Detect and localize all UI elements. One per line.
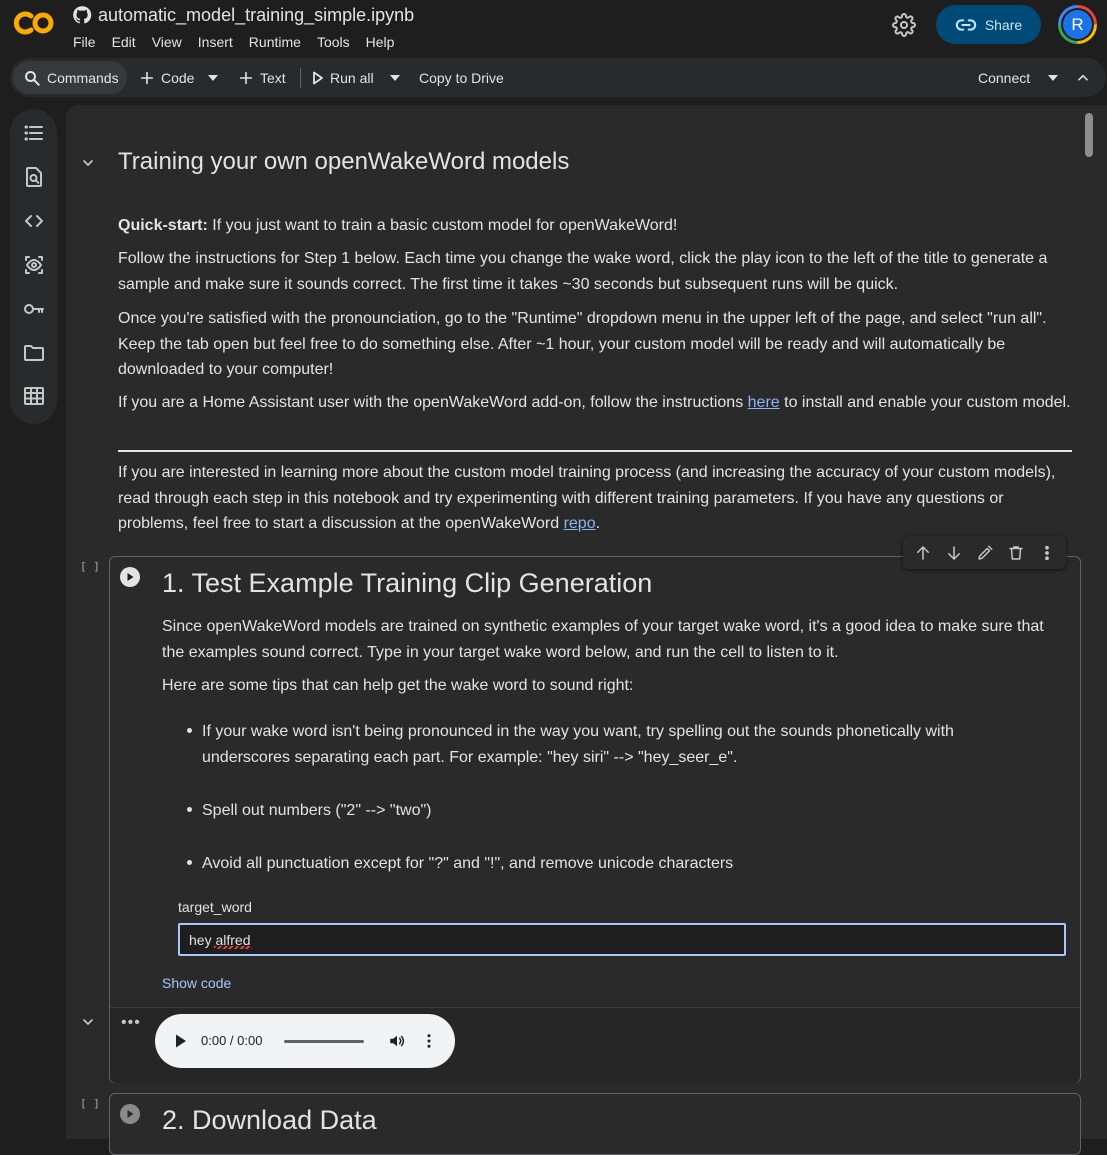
more-vertical-icon: [1038, 544, 1056, 562]
github-icon: [72, 5, 92, 25]
bullet-item-phonetic: If your wake word isn't being pronounced in the way you want, try spelling out the sounds phonetically with underscores separating each part. For example: "hey siri" --> "hey_seer_e".: [202, 723, 954, 766]
link-icon: [955, 14, 977, 36]
arrow-up-icon: [914, 544, 932, 562]
run-cell-button[interactable]: [120, 567, 140, 587]
colab-logo[interactable]: [14, 9, 56, 37]
cell-toolbar: [903, 536, 1066, 569]
cell2-exec-count: [ ]: [80, 1097, 100, 1110]
data-table-icon[interactable]: [22, 384, 46, 408]
notebook-title[interactable]: automatic_model_training_simple.ipynb: [98, 4, 415, 25]
play-icon: [125, 572, 135, 582]
variable-inspector-icon[interactable]: [22, 253, 46, 277]
table-of-contents-icon[interactable]: [22, 121, 46, 145]
collapse-header-button[interactable]: [1076, 58, 1090, 97]
add-text-label: Text: [260, 69, 286, 86]
audio-play-button[interactable]: [174, 1033, 188, 1049]
step2-title: 2. Download Data: [162, 1105, 377, 1135]
menu-file[interactable]: File: [73, 34, 96, 50]
toolbar-divider: [300, 68, 301, 88]
title-row: [72, 4, 414, 26]
repo-link[interactable]: repo: [563, 515, 596, 532]
copy-to-drive-label: Copy to Drive: [419, 69, 504, 86]
plus-icon: [139, 70, 155, 86]
menu-bar: [73, 34, 410, 50]
code-snippets-icon[interactable]: [22, 209, 46, 233]
search-icon: [23, 69, 41, 87]
notebook-scrollbar[interactable]: [1085, 113, 1093, 157]
notebook-toolbar: [10, 58, 1106, 97]
output-actions-button[interactable]: •••: [121, 1014, 141, 1031]
files-folder-icon[interactable]: [22, 341, 46, 365]
colab-logo-icon: [14, 9, 56, 37]
find-replace-icon[interactable]: [22, 165, 46, 189]
chevron-down-icon: [80, 1014, 96, 1030]
chevron-down-icon: [80, 155, 96, 171]
play-icon: [312, 71, 324, 85]
tips-paragraph: Here are some tips that can help get the wake word to sound right:: [162, 677, 634, 694]
chevron-up-icon: [1076, 71, 1090, 85]
menu-insert[interactable]: Insert: [197, 34, 233, 50]
cell1-exec-count: [ ]: [80, 560, 100, 573]
add-text-button[interactable]: [238, 58, 286, 97]
cell-more-button[interactable]: [1035, 541, 1059, 565]
commands-button[interactable]: [13, 61, 127, 94]
more-vertical-icon: [420, 1032, 438, 1050]
run-all-label: Run all: [330, 69, 374, 86]
audio-time: 0:00 / 0:00: [201, 1033, 263, 1048]
target-word-input[interactable]: [178, 923, 1066, 956]
play-icon: [174, 1033, 188, 1049]
home-assistant-paragraph: If you are a Home Assistant user with the openWakeWord add-on, follow the instructions here to install and enable your custom model.: [118, 394, 1071, 411]
caret-down-icon: [208, 75, 218, 81]
horizontal-rule: [118, 450, 1072, 452]
interest-paragraph: If you are interested in learning more about the custom model training process (and increasing the accuracy of your custom models), read through each step in this notebook and try experimenting with different training parameters. If you have any questions or problems, feel free to start a discussion at the openWakeWord repo.: [118, 464, 1056, 532]
add-code-dropdown[interactable]: [208, 58, 218, 97]
account-avatar[interactable]: [1058, 5, 1097, 44]
audio-volume-button[interactable]: [388, 1032, 406, 1050]
menu-tools[interactable]: Tools: [316, 34, 350, 50]
since-paragraph: Since openWakeWord models are trained on synthetic examples of your target wake word, it's a good idea to make sure that the examples sound correct. Type in your target wake word below, and run the cell to listen to it.: [162, 618, 1044, 661]
delete-cell-button[interactable]: [1004, 541, 1028, 565]
volume-icon: [388, 1032, 406, 1050]
once-paragraph: Once you're satisfied with the pronounciation, go to the "Runtime" dropdown menu in the upper left of the page, and select "run all". Keep the tab open but feel free to do something else. After ~1 hour, your custom model will be ready and will automatically be downloaded to your computer!: [118, 310, 1047, 378]
caret-down-icon: [390, 75, 400, 81]
trash-icon: [1007, 544, 1025, 562]
bullet-item-punctuation: Avoid all punctuation except for "?" and "!", and remove unicode characters: [202, 855, 734, 872]
move-cell-down-button[interactable]: [942, 541, 966, 565]
connect-dropdown[interactable]: [1048, 58, 1058, 97]
follow-paragraph: Follow the instructions for Step 1 below. Each time you change the wake word, click the play icon to the left of the title to generate a sample and make sure it sounds correct. The first time it takes ~30 seconds but subsequent runs will be quick.: [118, 250, 1048, 293]
show-code-link[interactable]: Show code: [162, 975, 232, 991]
add-code-label: Code: [161, 69, 195, 86]
menu-runtime[interactable]: Runtime: [248, 34, 301, 50]
gear-icon: [892, 13, 916, 37]
menu-help[interactable]: Help: [365, 34, 395, 50]
pencil-icon: [976, 544, 994, 562]
bullet-item-numbers: Spell out numbers ("2" --> "two"): [202, 802, 432, 819]
share-label: Share: [984, 16, 1023, 33]
app-header: [0, 0, 1107, 58]
secrets-key-icon[interactable]: [22, 297, 46, 321]
bullet-dot: [187, 728, 192, 733]
audio-progress-slider[interactable]: [284, 1040, 364, 1043]
menu-edit[interactable]: Edit: [111, 34, 136, 50]
settings-button[interactable]: [890, 11, 918, 39]
edit-cell-button[interactable]: [973, 541, 997, 565]
bullet-dot: [187, 807, 192, 812]
move-cell-up-button[interactable]: [911, 541, 935, 565]
run-all-dropdown[interactable]: [390, 58, 400, 97]
arrow-down-icon: [945, 544, 963, 562]
menu-view[interactable]: View: [151, 34, 182, 50]
caret-down-icon: [1048, 75, 1058, 81]
target-word-label: target_word: [178, 899, 252, 915]
plus-icon: [238, 70, 254, 86]
step1-title: 1. Test Example Training Clip Generation: [162, 568, 653, 598]
connect-button[interactable]: [978, 58, 1030, 97]
commands-label: Commands: [47, 69, 119, 86]
output-collapse-button[interactable]: [80, 1014, 96, 1030]
section-title: Training your own openWakeWord models: [118, 148, 570, 175]
avatar-initial: R: [1063, 10, 1092, 39]
run-all-button[interactable]: [312, 58, 374, 97]
play-icon: [125, 1109, 135, 1119]
quickstart-paragraph: [118, 213, 1073, 239]
add-code-button[interactable]: [139, 58, 194, 97]
section-collapse-button[interactable]: [80, 155, 96, 171]
quickstart-text: If you just want to train a basic custom model for openWakeWord!: [207, 217, 678, 234]
left-sidebar: [10, 109, 57, 424]
audio-more-button[interactable]: [420, 1032, 438, 1050]
connect-label: Connect: [978, 69, 1031, 86]
quickstart-bold: Quick-start:: [118, 217, 208, 234]
spellcheck-underline: [214, 946, 252, 949]
audio-player: [155, 1014, 455, 1068]
copy-to-drive-button[interactable]: [419, 58, 504, 97]
here-link[interactable]: here: [747, 394, 780, 411]
run-cell-button[interactable]: [120, 1104, 140, 1124]
share-button[interactable]: [936, 5, 1041, 44]
bullet-dot: [187, 860, 192, 865]
